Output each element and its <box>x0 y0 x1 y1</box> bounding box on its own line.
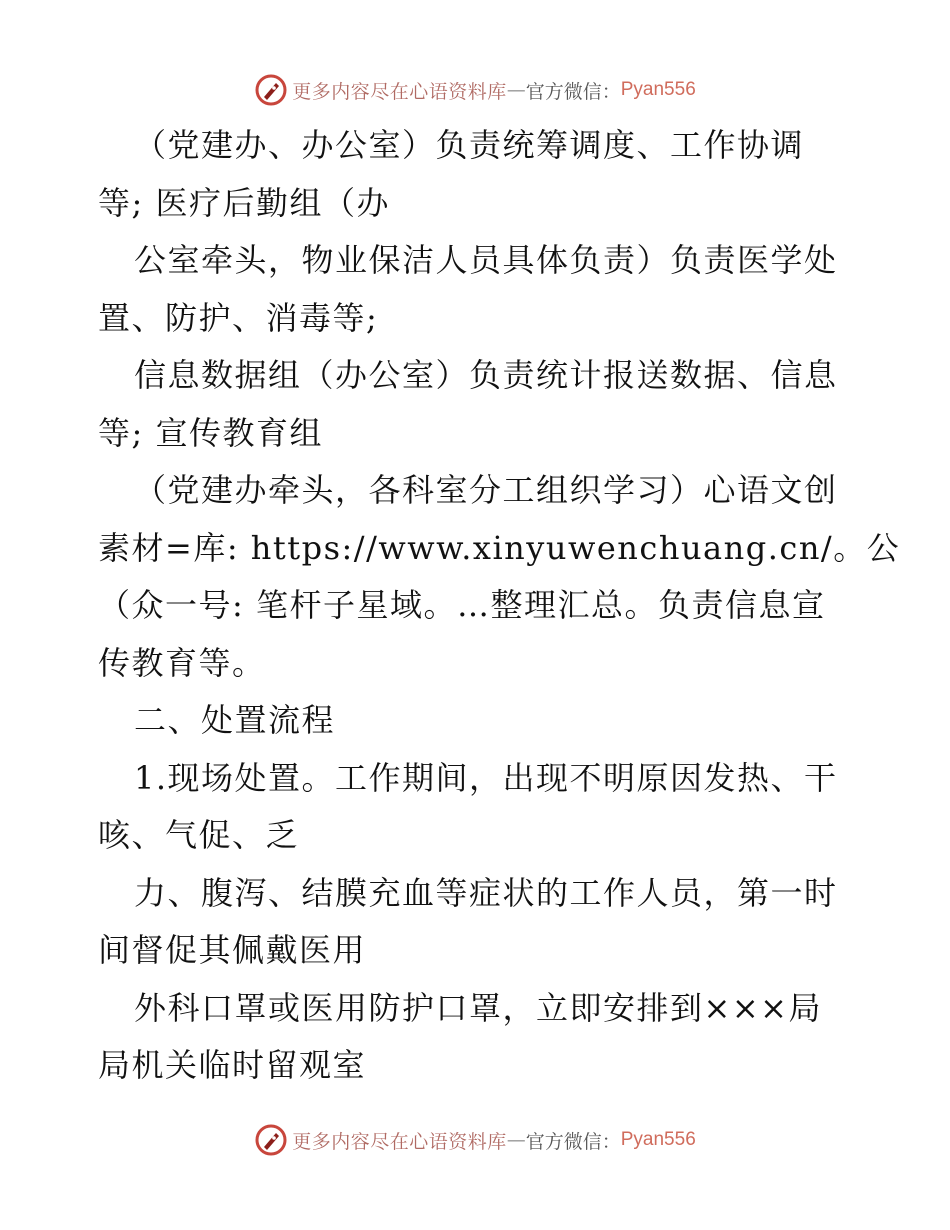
banner-separator: — <box>506 1129 526 1151</box>
text-line: 等; 宣传教育组 <box>98 413 323 452</box>
text-line: （党建办、办公室）负责统筹调度、工作协调 <box>134 126 805 164</box>
banner-account-id: Pyan556 <box>620 1129 696 1150</box>
text-line: （众一号: 笔杆子星域。…整理汇总。负责信息宣 <box>98 586 826 624</box>
section-heading: 二、处置流程 <box>134 701 336 739</box>
text-line: 间督促其佩戴医用 <box>98 931 367 969</box>
text-line: 力、腹泻、结膜充血等症状的工作人员，第一时 <box>134 873 838 912</box>
text-line: 局机关临时留观室 <box>98 1046 367 1084</box>
banner-separator: — <box>506 79 526 101</box>
text-line: 置、防护、消毒等; <box>98 298 379 337</box>
banner-slogan: 更多内容尽在心语资料库 <box>292 80 507 103</box>
pen-nib-circle-icon <box>254 1123 288 1157</box>
text-line: 传教育等。 <box>98 643 266 682</box>
text-line: 外科口罩或医用防护口罩，立即安排到×××局 <box>134 988 822 1027</box>
pen-nib-circle-icon <box>254 73 288 107</box>
text-line: 信息数据组（办公室）负责统计报送数据、信息 <box>134 356 838 394</box>
text-line: 素材=库: https://www.xinyuwenchuang.cn/。公 <box>98 528 901 567</box>
banner-slogan: 更多内容尽在心语资料库 <box>292 1130 507 1153</box>
document-body <box>98 117 901 1095</box>
banner-account-label: 官方微信： <box>525 1130 621 1153</box>
text-line: 公室牵头，物业保洁人员具体负责）负责医学处 <box>134 241 838 279</box>
banner-account-id: Pyan556 <box>620 79 696 100</box>
footer-watermark-banner <box>0 1120 950 1160</box>
header-watermark-banner <box>0 70 950 110</box>
text-line: 等; 医疗后勤组（办 <box>98 183 390 222</box>
text-line: （党建办牵头，各科室分工组织学习）心语文创 <box>134 471 838 509</box>
banner-account-label: 官方微信： <box>525 80 621 103</box>
text-line: 咳、气促、乏 <box>98 816 300 854</box>
text-line: 1.现场处置。工作期间，出现不明原因发热、干 <box>134 758 838 797</box>
